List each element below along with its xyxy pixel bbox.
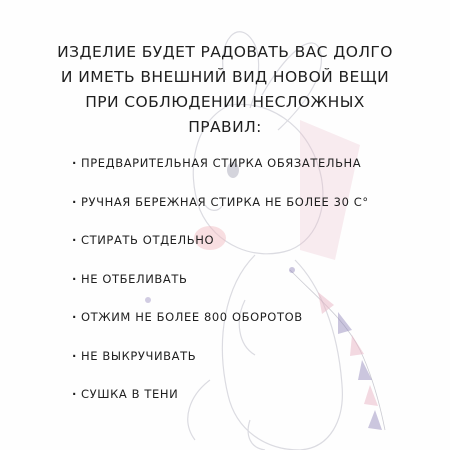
care-rule-text: ПРЕДВАРИТЕЛЬНАЯ СТИРКА ОБЯЗАТЕЛЬНА	[80, 156, 362, 170]
care-rule-text: НЕ ОТБЕЛИВАТЬ	[80, 271, 188, 286]
bunting-flag	[368, 410, 382, 430]
care-rule-text: НЕ ВЫКРУЧИВАТЬ	[80, 348, 197, 363]
bullet: ·	[72, 387, 77, 401]
care-rule	[72, 195, 369, 234]
care-rule	[72, 387, 369, 426]
care-rule-text: СТИРАТЬ ОТДЕЛЬНО	[80, 233, 215, 247]
bullet: ·	[72, 156, 77, 170]
care-rule-text: ОТЖИМ НЕ БОЛЕЕ 800 ОБОРОТОВ	[80, 310, 303, 324]
care-rule-text: СУШКА В ТЕНИ	[80, 387, 179, 401]
bullet: ·	[72, 348, 77, 363]
care-rule	[72, 310, 369, 349]
bullet: ·	[72, 194, 77, 209]
care-heading	[40, 40, 410, 140]
bullet: ·	[72, 233, 77, 247]
care-rule	[72, 349, 369, 388]
care-rule	[72, 233, 369, 272]
care-rule	[72, 156, 369, 195]
bullet: ·	[72, 271, 77, 286]
bullet: ·	[72, 310, 77, 324]
care-rules-list	[72, 156, 369, 426]
heading-line-3: ПРИ СОБЛЮДЕНИИ НЕСЛОЖНЫХ	[85, 93, 365, 111]
heading-line-2: И ИМЕТЬ ВНЕШНИЙ ВИД НОВОЙ ВЕЩИ	[60, 68, 390, 86]
care-rule	[72, 272, 369, 311]
heading-line-4: ПРАВИЛ:	[188, 118, 262, 136]
care-rule-text: РУЧНАЯ БЕРЕЖНАЯ СТИРКА НЕ БОЛЕЕ 30 С°	[80, 194, 369, 209]
heading-line-1: ИЗДЕЛИЕ БУДЕТ РАДОВАТЬ ВАС ДОЛГО	[57, 43, 393, 61]
